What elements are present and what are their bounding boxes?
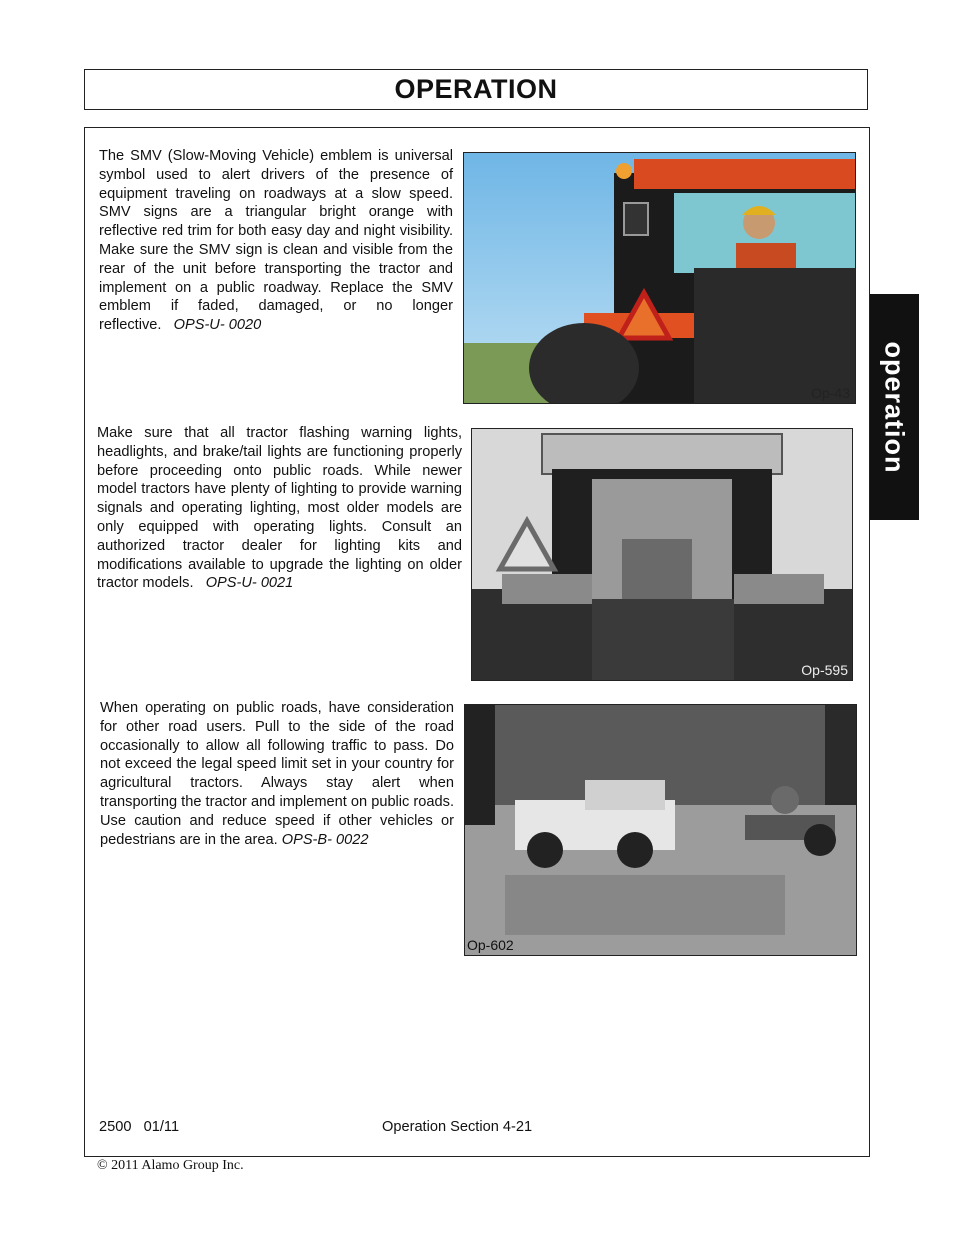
page-title: OPERATION [394,74,558,104]
truck-tractor-road-photo [464,704,857,956]
public-roads-code: OPS-B- 0022 [281,831,369,848]
footer-section: Operation Section 4-21 [382,1119,533,1135]
footer-model-date: 2500 01/11 [99,1119,180,1135]
photo-label-op595: Op-595 [801,662,848,678]
lights-paragraph [97,424,462,593]
public-roads-text: When operating on public roads, have consideration for other road users. Pull to the side of the road occasionally to allow all following traffic to pass. Do not exceed the legal speed limit set in your country for agricultural tractors. Always stay alert when transporting the tractor and implement on public roads. Use caution and reduce speed if other vehicles or pedestrians are in the area. [100,700,454,848]
photo-label-op602: Op-602 [467,937,514,953]
smv-text: The SMV (Slow-Moving Vehicle) emblem is universal symbol used to alert drivers of the presence of equipment traveling on roadways at a slow speed. SMV signs are a triangular bright orange with reflective red trim for both easy day and night visibility. Make sure the SMV sign is clean and visible from the rear of the unit before transporting the tractor and implement on a public roadway. Replace the SMV emblem if faded, damaged, or no longer reflective. [99,148,453,334]
smv-code: OPS-U- 0020 [173,317,262,334]
lights-text: Make sure that all tractor flashing warning lights, headlights, and brake/tail lights are functioning properly before proceeding onto public roads. While newer model tractors have plenty of lighting to provide warning signals and operating lighting, most older models are only equipped with operating lights. Consult an authorized tractor dealer for lighting kits and modifications available to upgrade the lighting on older tractor models. [97,425,462,592]
page-header [84,69,868,110]
photo-label-op43: Op-43 [811,385,850,401]
lights-code: OPS-U- 0021 [205,575,294,592]
tractor-rear-smv-photo [463,152,856,404]
copyright-notice: © 2011 Alamo Group Inc. [97,1158,244,1173]
section-side-tab [869,294,919,520]
smv-paragraph [99,147,453,335]
tractor-lights-photo [471,428,853,681]
public-roads-paragraph [100,699,454,849]
side-tab-label: operation [879,340,910,474]
